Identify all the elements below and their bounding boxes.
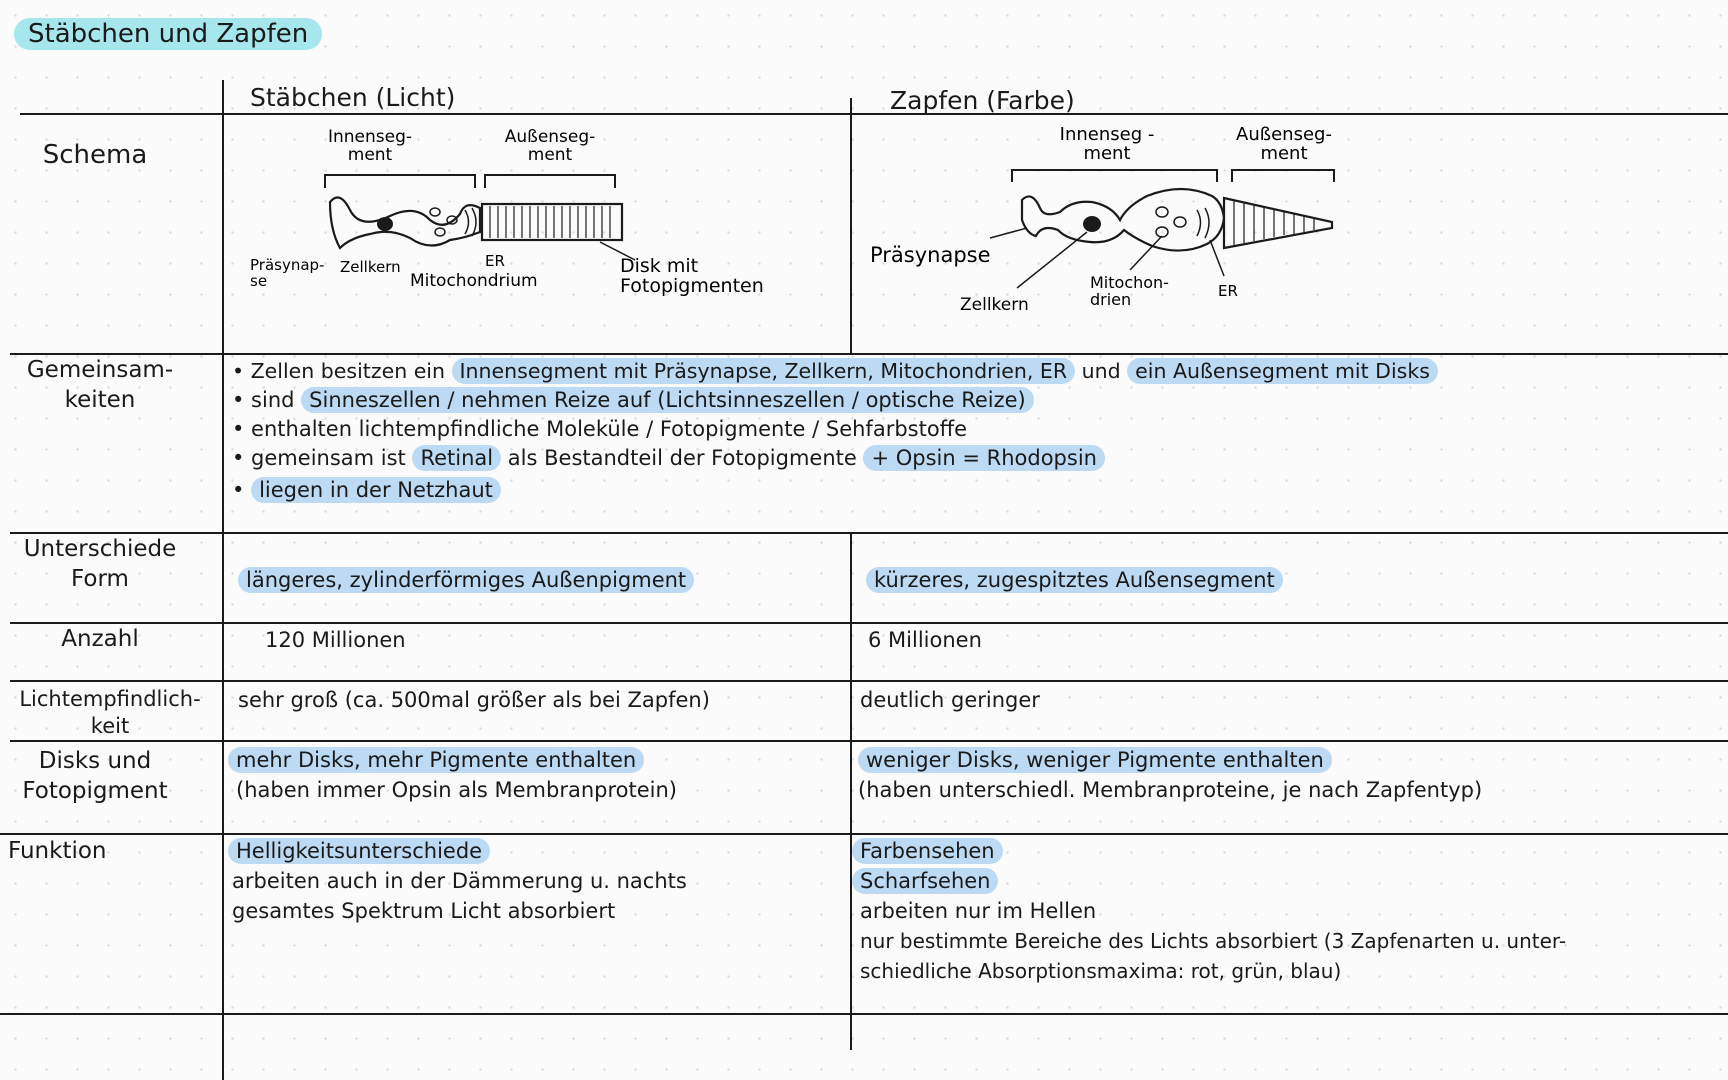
- common-line-5-bullet: •: [232, 478, 252, 502]
- cone-mito-label: Mitochon-drien: [1090, 273, 1169, 309]
- cone-presynapse-label: Präsynapse: [870, 243, 991, 267]
- cone-presynapse-pointer: [990, 228, 1027, 238]
- column-header-rods: Stäbchen (Licht): [250, 83, 456, 112]
- grid-line-schema: [10, 353, 1728, 355]
- form-rods: [238, 565, 694, 595]
- function-rods-3: gesamtes Spektrum Licht absorbiert: [232, 899, 616, 923]
- cone-inner-label: Innenseg -ment: [1059, 124, 1155, 164]
- common-line-1-text: • Zellen besitzen ein: [232, 359, 452, 383]
- common-line-2: [232, 385, 1034, 415]
- cone-mito-3: [1156, 227, 1168, 237]
- rod-mito-label: Mitochondrium: [410, 271, 538, 291]
- rod-inner-bracket: [325, 175, 475, 188]
- common-line-4-text: • gemeinsam ist: [232, 446, 413, 470]
- cone-er-pointer: [1210, 240, 1224, 276]
- grid-line-count: [10, 680, 1728, 682]
- cone-outer-segment: [1224, 198, 1332, 248]
- rod-disk-stack: [490, 206, 610, 238]
- rod-nucleus-label: Zellkern: [340, 258, 401, 276]
- function-cones-1: [852, 836, 1003, 866]
- common-line-5-highlight: liegen in der Netzhaut: [251, 477, 501, 503]
- disks-cones-1: [858, 745, 1332, 775]
- cone-outer-label: Außenseg-ment: [1236, 124, 1332, 164]
- form-cones: [866, 565, 1283, 595]
- page-title: Stäbchen und Zapfen: [14, 18, 322, 50]
- common-line-4-middle: als Bestandteil der Fotopigmente: [501, 446, 864, 470]
- cone-outer-bracket: [1232, 170, 1334, 182]
- form-rods-text: längeres, zylinderförmiges Außenpigment: [238, 567, 694, 593]
- function-rods-1-text: Helligkeitsunterschiede: [228, 838, 490, 864]
- grid-line-form: [10, 622, 1728, 624]
- function-cones-1-text: Farbensehen: [852, 838, 1003, 864]
- disks-rods-1: [228, 745, 644, 775]
- disks-rods-2: (haben immer Opsin als Membranprotein): [236, 778, 677, 802]
- row-label-function: Funktion: [8, 838, 107, 864]
- row-label-common: Gemeinsam- keiten: [26, 357, 174, 413]
- common-line-3: • enthalten lichtempfindliche Moleküle / Fotopigmente / Sehfarbstoffe: [232, 417, 968, 441]
- cone-nucleus-label: Zellkern: [960, 295, 1029, 315]
- common-line-1: [232, 356, 1438, 386]
- common-line-2-highlight: Sinneszellen / nehmen Reize auf (Lichtsinneszellen / optische Reize): [301, 387, 1034, 413]
- grid-line-common: [10, 532, 1728, 534]
- disks-cones-2: (haben unterschiedl. Membranproteine, je nach Zapfentyp): [858, 778, 1483, 802]
- rod-outer-label: Außenseg-ment: [504, 127, 596, 165]
- row-label-sensitivity: Lichtempfindlich- keit: [19, 687, 201, 738]
- cone-diagram: [862, 120, 1422, 320]
- function-rods-1: [228, 836, 490, 866]
- cone-nucleus-shape: [1083, 216, 1101, 232]
- sensitivity-rods: sehr groß (ca. 500mal größer als bei Zapfen): [238, 688, 710, 712]
- common-line-1-highlight-inner: Innensegment mit Präsynapse, Zellkern, Mitochondrien, ER: [452, 358, 1076, 384]
- common-line-4-highlight-opsin: + Opsin = Rhodopsin: [863, 445, 1105, 471]
- rod-nucleus-shape: [377, 217, 393, 231]
- row-label-schema: Schema: [42, 140, 148, 170]
- grid-line-mid-top: [850, 98, 852, 353]
- rod-disk-label: Disk mit Fotopigmenten: [620, 255, 764, 297]
- rod-diagram: [240, 120, 800, 320]
- common-line-5: [232, 475, 501, 505]
- function-cones-3: arbeiten nur im Hellen: [860, 899, 1097, 923]
- function-cones-2-text: Scharfsehen: [852, 868, 998, 894]
- disks-rods-1-text: mehr Disks, mehr Pigmente enthalten: [228, 747, 644, 773]
- row-label-form: Unterschiede Form: [23, 536, 177, 592]
- grid-line-sensitivity: [10, 740, 1728, 742]
- function-rods-2: arbeiten auch in der Dämmerung u. nachts: [232, 869, 687, 893]
- cone-er-lines: [1197, 208, 1209, 238]
- rod-inner-label: Innenseg-ment: [327, 127, 413, 165]
- column-header-cones: Zapfen (Farbe): [890, 86, 1075, 115]
- cone-inner-bracket: [1012, 170, 1217, 182]
- count-cones: 6 Millionen: [868, 628, 982, 652]
- rod-presynapse-shape: [330, 198, 480, 249]
- cone-mito-1: [1156, 207, 1168, 217]
- rod-mito-1: [430, 208, 440, 216]
- rod-er-lines: [465, 208, 476, 236]
- cone-mito-pointer: [1130, 236, 1162, 270]
- common-line-4-highlight-retinal: Retinal: [412, 445, 501, 471]
- rod-outer-bracket: [485, 175, 615, 188]
- common-line-4: [232, 443, 1105, 473]
- function-cones-4: nur bestimmte Bereiche des Lichts absorbiert (3 Zapfenarten u. unter-: [860, 929, 1567, 953]
- cone-er-label: ER: [1218, 282, 1238, 300]
- cone-body-shape: [1022, 189, 1224, 251]
- rod-mito-3: [435, 228, 445, 236]
- function-cones-2: [852, 866, 998, 896]
- count-rods: 120 Millionen: [265, 628, 406, 652]
- grid-line-function: [0, 1013, 1728, 1015]
- rod-presynapse-label: Präsynap-se: [250, 256, 325, 290]
- common-line-2-text: • sind: [232, 388, 302, 412]
- grid-line-disks: [0, 833, 1728, 835]
- rod-outer-segment: [482, 204, 622, 240]
- function-cones-5: schiedliche Absorptionsmaxima: rot, grün, blau): [860, 959, 1342, 983]
- common-line-1-join: und: [1075, 359, 1128, 383]
- cone-mito-2: [1174, 217, 1186, 227]
- grid-line-mid-bottom: [850, 532, 852, 1050]
- common-line-1-highlight-outer: ein Außensegment mit Disks: [1127, 358, 1438, 384]
- row-label-count: Anzahl: [61, 626, 139, 652]
- row-label-disks: Disks und Fotopigment: [22, 748, 168, 804]
- grid-line-left: [222, 80, 224, 1080]
- disks-cones-1-text: weniger Disks, weniger Pigmente enthalten: [858, 747, 1332, 773]
- rod-er-label: ER: [485, 252, 505, 270]
- form-cones-text: kürzeres, zugespitztes Außensegment: [866, 567, 1283, 593]
- cone-nucleus-pointer: [1017, 232, 1087, 288]
- grid-line-top: [20, 113, 850, 115]
- sensitivity-cones: deutlich geringer: [860, 688, 1040, 712]
